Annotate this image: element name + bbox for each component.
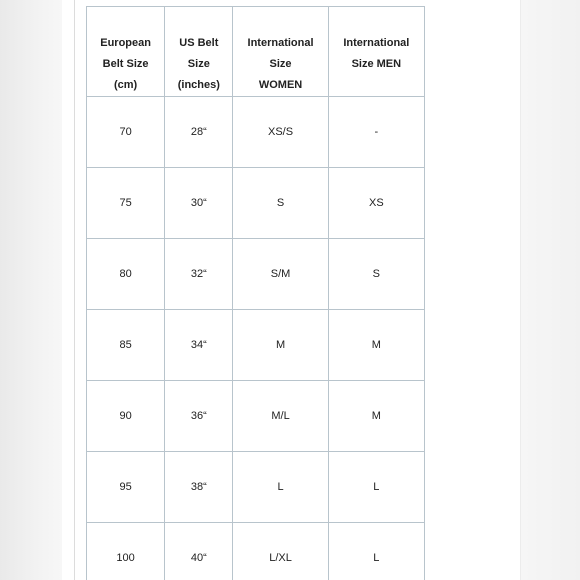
cell-men-size: M — [328, 310, 424, 381]
cell-women-size: M/L — [233, 381, 328, 452]
cell-men-size: L — [328, 452, 424, 523]
cell-men-size: S — [328, 239, 424, 310]
cell-european-cm: 75 — [87, 168, 165, 239]
table-header-row — [87, 7, 425, 97]
cell-us-inches: 34“ — [165, 310, 233, 381]
cell-european-cm: 80 — [87, 239, 165, 310]
cell-us-inches: 36“ — [165, 381, 233, 452]
cell-women-size: L — [233, 452, 328, 523]
cell-women-size: XS/S — [233, 97, 328, 168]
cell-us-inches: 40“ — [165, 523, 233, 580]
cell-us-inches: 38“ — [165, 452, 233, 523]
table-row — [87, 239, 425, 310]
cell-women-size: S — [233, 168, 328, 239]
belt-size-table — [86, 6, 425, 580]
cell-us-inches: 30“ — [165, 168, 233, 239]
cell-men-size: - — [328, 97, 424, 168]
header-international-size-men: International Size MEN — [328, 7, 424, 97]
cell-us-inches: 28“ — [165, 97, 233, 168]
page-margin-line — [74, 0, 75, 580]
cell-european-cm: 100 — [87, 523, 165, 580]
cell-women-size: S/M — [233, 239, 328, 310]
header-international-size-women: International Size WOMEN — [233, 7, 328, 97]
table-row — [87, 97, 425, 168]
header-us-belt-size: US Belt Size (inches) — [165, 7, 233, 97]
table-row — [87, 452, 425, 523]
table-row — [87, 168, 425, 239]
cell-european-cm: 70 — [87, 97, 165, 168]
cell-men-size: L — [328, 523, 424, 580]
cell-men-size: M — [328, 381, 424, 452]
table-row — [87, 523, 425, 580]
table-row — [87, 381, 425, 452]
cell-european-cm: 85 — [87, 310, 165, 381]
cell-men-size: XS — [328, 168, 424, 239]
table-row — [87, 310, 425, 381]
cell-european-cm: 95 — [87, 452, 165, 523]
cell-women-size: M — [233, 310, 328, 381]
cell-women-size: L/XL — [233, 523, 328, 580]
page-right-edge — [520, 0, 521, 580]
header-european-belt-size: European Belt Size (cm) — [87, 7, 165, 97]
cell-european-cm: 90 — [87, 381, 165, 452]
cell-us-inches: 32“ — [165, 239, 233, 310]
